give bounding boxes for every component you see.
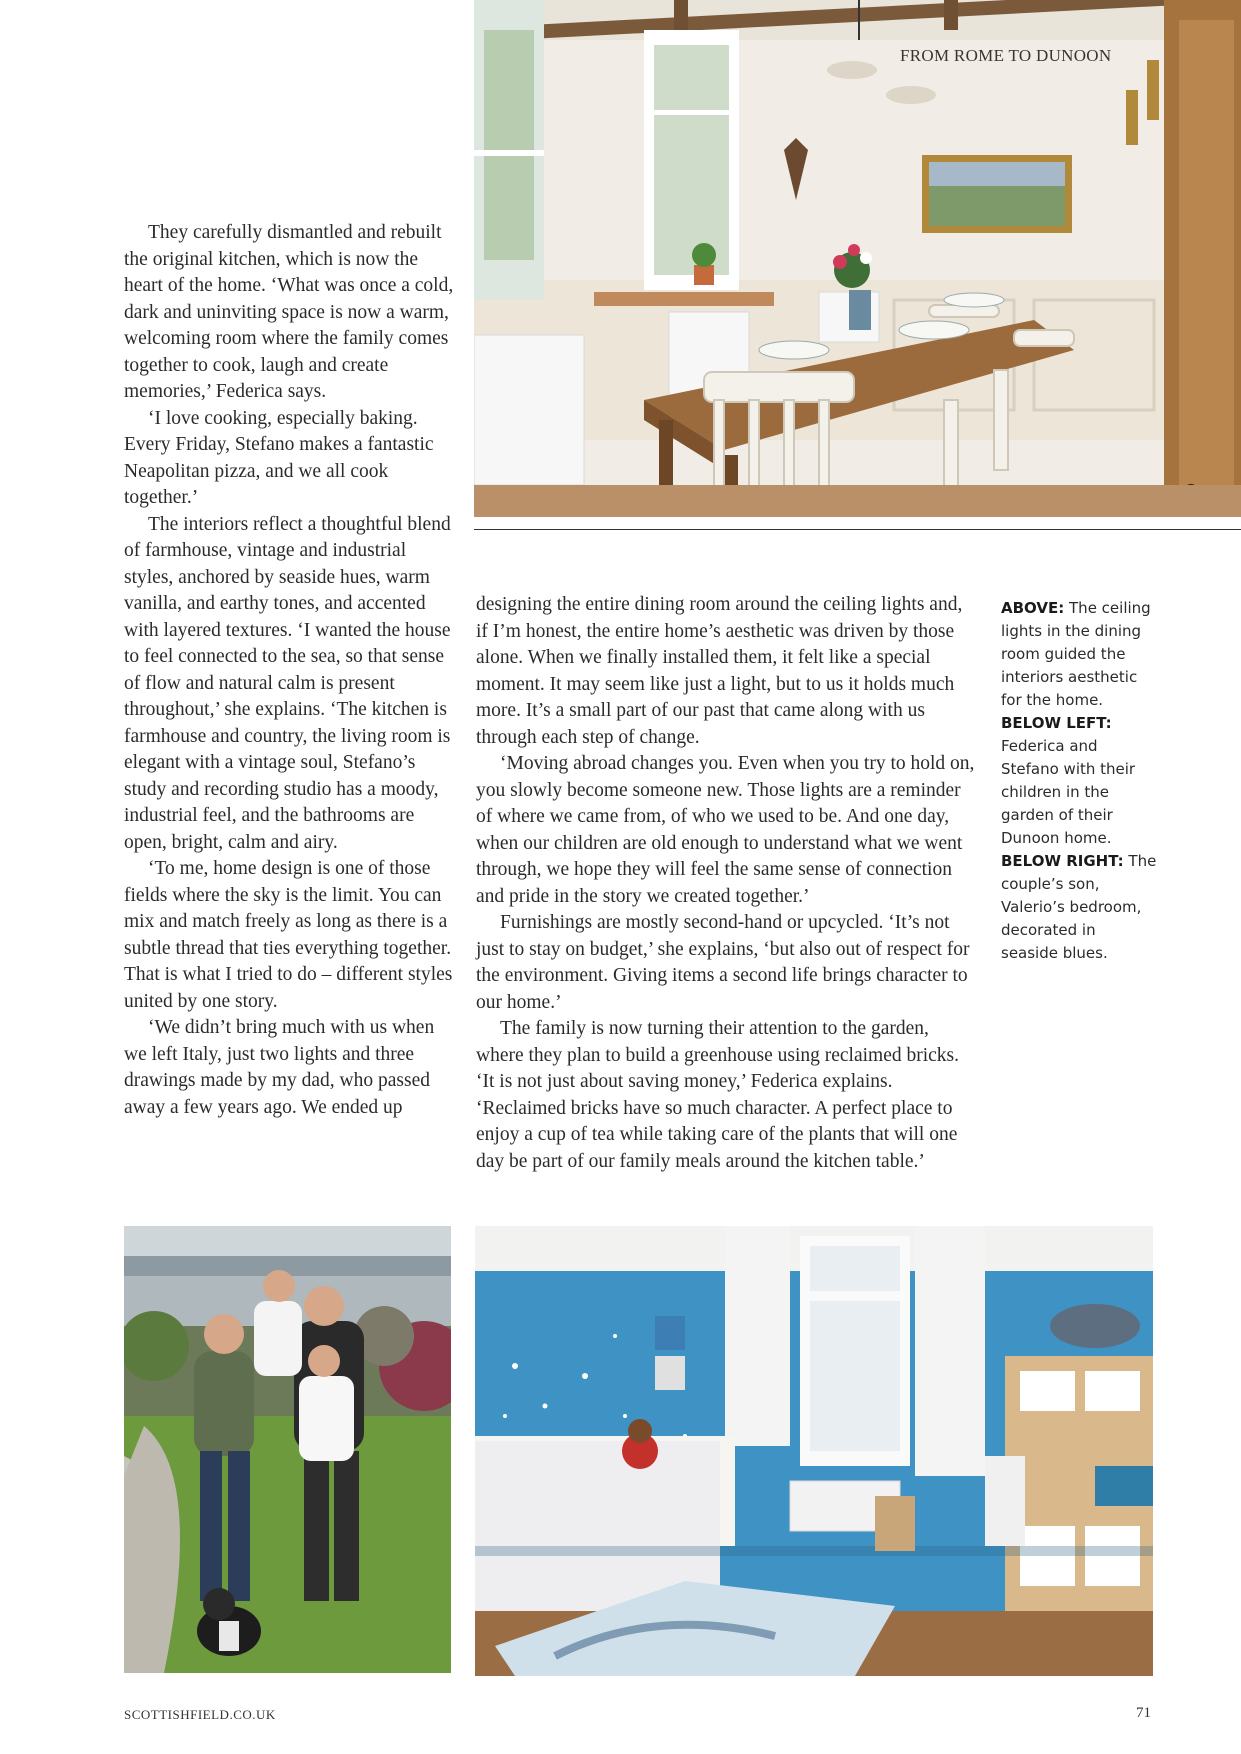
article-column-left [124, 220, 456, 1121]
caption-label-above: ABOVE: [1001, 599, 1065, 617]
bedroom-photo [475, 1226, 1153, 1676]
paragraph: The interiors reflect a thoughtful blend of farmhouse, vintage and industrial styles, anchored by seaside hues, warm vanilla, and earthy tones, and accented with layered textures. ‘I wanted the house to feel connected to the sea, so that sense of flow and natural calm is present throughout,’ she explains. ‘The kitchen is farmhouse and country, the living room is elegant with a vintage soul, Stefano’s study and recording studio has a moody, industrial feel, and the bathrooms are open, bright, calm and airy. [124, 513, 451, 853]
caption-label-below-left: BELOW LEFT: [1001, 714, 1112, 732]
caption-text-below-right: The couple’s son, Valerio’s bedroom, decorated in seaside blues. [1001, 852, 1157, 962]
paragraph: ‘We didn’t bring much with us when we left Italy, just two lights and three drawings made by my dad, who passed away a few years ago. We ended up [124, 1017, 435, 1118]
caption-text-below-left: Federica and Stefano with their children in the garden of their Dunoon home. [1001, 737, 1136, 847]
paragraph: ‘Moving abroad changes you. Even when you try to hold on, you slowly become someone new. Those lights are a reminder of where we came from, of who we used to be. And one day, when our children are old enough to understand what we went through, we hope they will feel the same sense of connection and pride in the story we created together.’ [476, 753, 975, 907]
paragraph: They carefully dismantled and rebuilt the original kitchen, which is now the heart of the home. ‘What was once a cold, dark and uninviting space is now a warm, welcoming room where the family comes together to cook, laugh and create memories,’ Federica says. [124, 222, 454, 402]
paragraph: ‘To me, home design is one of those fields where the sky is the limit. You can mix and match freely as long as there is a subtle thread that ties everything together. That is what I tried to do – different styles united by one story. [124, 858, 453, 1012]
paragraph: Furnishings are mostly second-hand or upcycled. ‘It’s not just to stay on budget,’ she explains, ‘but also out of respect for the environment. Giving items a second life brings character to our home.’ [476, 912, 970, 1013]
family-garden-photo [124, 1226, 451, 1673]
paragraph: ‘I love cooking, especially baking. Every Friday, Stefano makes a fantastic Neapolitan pizza, and we all cook together.’ [124, 407, 434, 508]
page-number: 71 [1136, 1705, 1151, 1721]
article-column-middle [476, 592, 978, 1175]
dining-room-photo [474, 0, 1241, 517]
paragraph: The family is now turning their attention to the garden, where they plan to build a greenhouse using reclaimed bricks. ‘It is not just about saving money,’ Federica explains. ‘Reclaimed bricks have so much character. A perfect place to enjoy a cup of tea while taking care of the plants that will one day be part of our family meals around the kitchen table.’ [476, 1018, 960, 1172]
caption-label-below-right: BELOW RIGHT: [1001, 852, 1124, 870]
footer-website: SCOTTISHFIELD.CO.UK [124, 1707, 276, 1722]
photo-caption [1001, 597, 1157, 965]
paragraph: designing the entire dining room around the ceiling lights and, if I’m honest, the entire home’s aesthetic was driven by those alone. When we finally installed them, it felt like a special moment. It may seem like just a light, but to us it holds much more. It’s a small part of our past that came along with us through each step of change. [476, 594, 963, 748]
caption-text-above: The ceiling lights in the dining room guided the interiors aesthetic for the home. [1001, 599, 1151, 709]
running-head: FROM ROME TO DUNOON [900, 46, 1112, 65]
divider-rule [474, 529, 1241, 530]
